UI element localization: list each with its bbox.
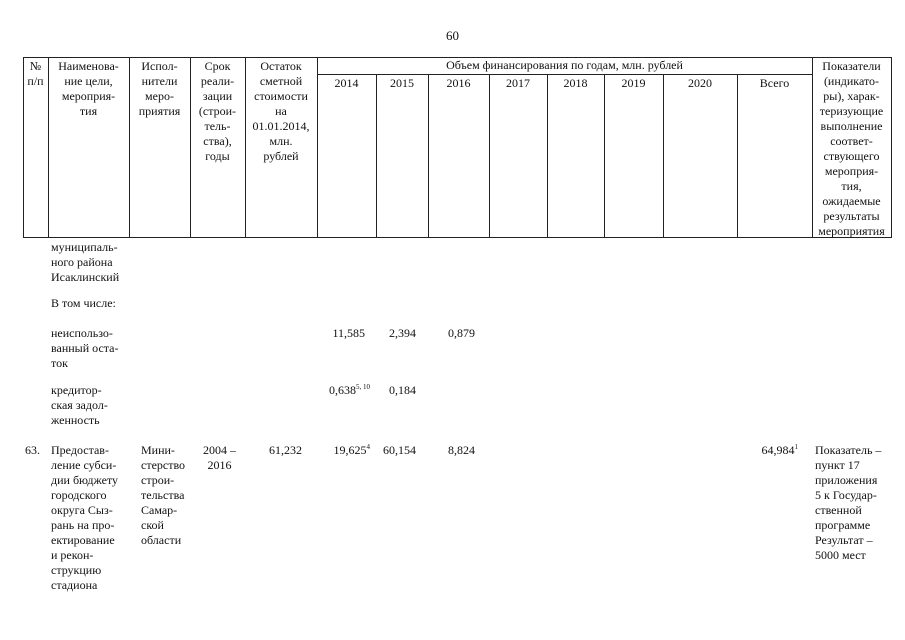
col-divider: [376, 74, 377, 238]
in-total-label: В том числе:: [51, 296, 116, 310]
row-63-total: [730, 443, 798, 458]
header-year-2016: 2016: [446, 76, 471, 90]
creditor-2014-footnote: 5, 10: [356, 383, 370, 391]
creditor-2014-number: 0,638: [329, 383, 356, 397]
col-divider: [489, 74, 490, 238]
col-divider: [663, 74, 664, 238]
header-year-2018: 2018: [563, 76, 588, 90]
row-63-2016-value: 8,824: [448, 443, 475, 457]
unused-2014-value: 11,585: [332, 326, 365, 340]
header-col-indicators: Показатели (индикато- ры), харак- теризующие выполнение соответ- ствующего мероприя- тия, ожидаемые результаты мероприятия: [818, 59, 885, 238]
row-63-indicator: Показатель – пункт 17 приложения 5 к Государ- ственной программе Результат – 5000 мест: [815, 443, 882, 562]
col-divider: [604, 74, 605, 238]
header-col-name: Наименова- ние цели, мероприя- тия: [58, 59, 119, 118]
col-divider: [737, 74, 738, 238]
header-bottom-border: [23, 237, 892, 238]
header-year-2017: 2017: [506, 76, 530, 90]
row-63-executor: Мини- стерство строи- тельства Самар- ской области: [141, 443, 186, 547]
unused-2016-value: 0,879: [448, 326, 475, 340]
page-number: 60: [446, 28, 459, 43]
header-year-2019: 2019: [621, 76, 646, 90]
unused-balance-name: неиспользо- ванный оста- ток: [51, 326, 119, 370]
header-total: Всего: [759, 76, 790, 90]
creditor-2015-value: 0,184: [389, 383, 416, 397]
header-year-2015: 2015: [390, 76, 414, 90]
row-63-2014-number: 19,625: [333, 443, 367, 457]
unused-2015-value: 2,394: [389, 326, 416, 340]
table-header: [23, 57, 892, 238]
header-financing-title: Объем финансирования по годам, млн. рублей: [446, 58, 683, 72]
row-63-name: Предостав- ление субси- дии бюджету городского округа Сыз- рань на про- ектирование и рекон- струкцию стадиона: [51, 443, 119, 592]
header-col-remainder: Остаток сметной стоимости на 01.01.2014, млн. рублей: [252, 59, 310, 163]
header-year-2014: 2014: [334, 76, 359, 90]
row-63-number: 63.: [25, 443, 40, 457]
col-divider: [891, 57, 892, 238]
col-divider: [428, 74, 429, 238]
row-63-2015-value: 60,154: [383, 443, 416, 457]
row-63-2014-footnote: 4: [366, 443, 370, 451]
header-col-executors: Испол- нители меро- приятия: [138, 59, 181, 118]
continued-name-cell: муниципаль- ного района Исаклинский: [51, 240, 120, 284]
row-63-remainder: 61,232: [269, 443, 302, 457]
creditor-debt-name: кредитор- ская задол- женность: [51, 383, 108, 427]
header-col-term: Срок реали- зации (строи- тель- ства), годы: [198, 59, 237, 163]
row-63-total-footnote: 1: [794, 443, 798, 451]
header-col-number: № п/п: [27, 59, 44, 88]
row-63-term: 2004 – 2016: [203, 443, 236, 472]
header-year-2020: 2020: [688, 76, 712, 90]
col-divider: [547, 74, 548, 238]
row-63-total-number: 64,984: [761, 443, 795, 457]
